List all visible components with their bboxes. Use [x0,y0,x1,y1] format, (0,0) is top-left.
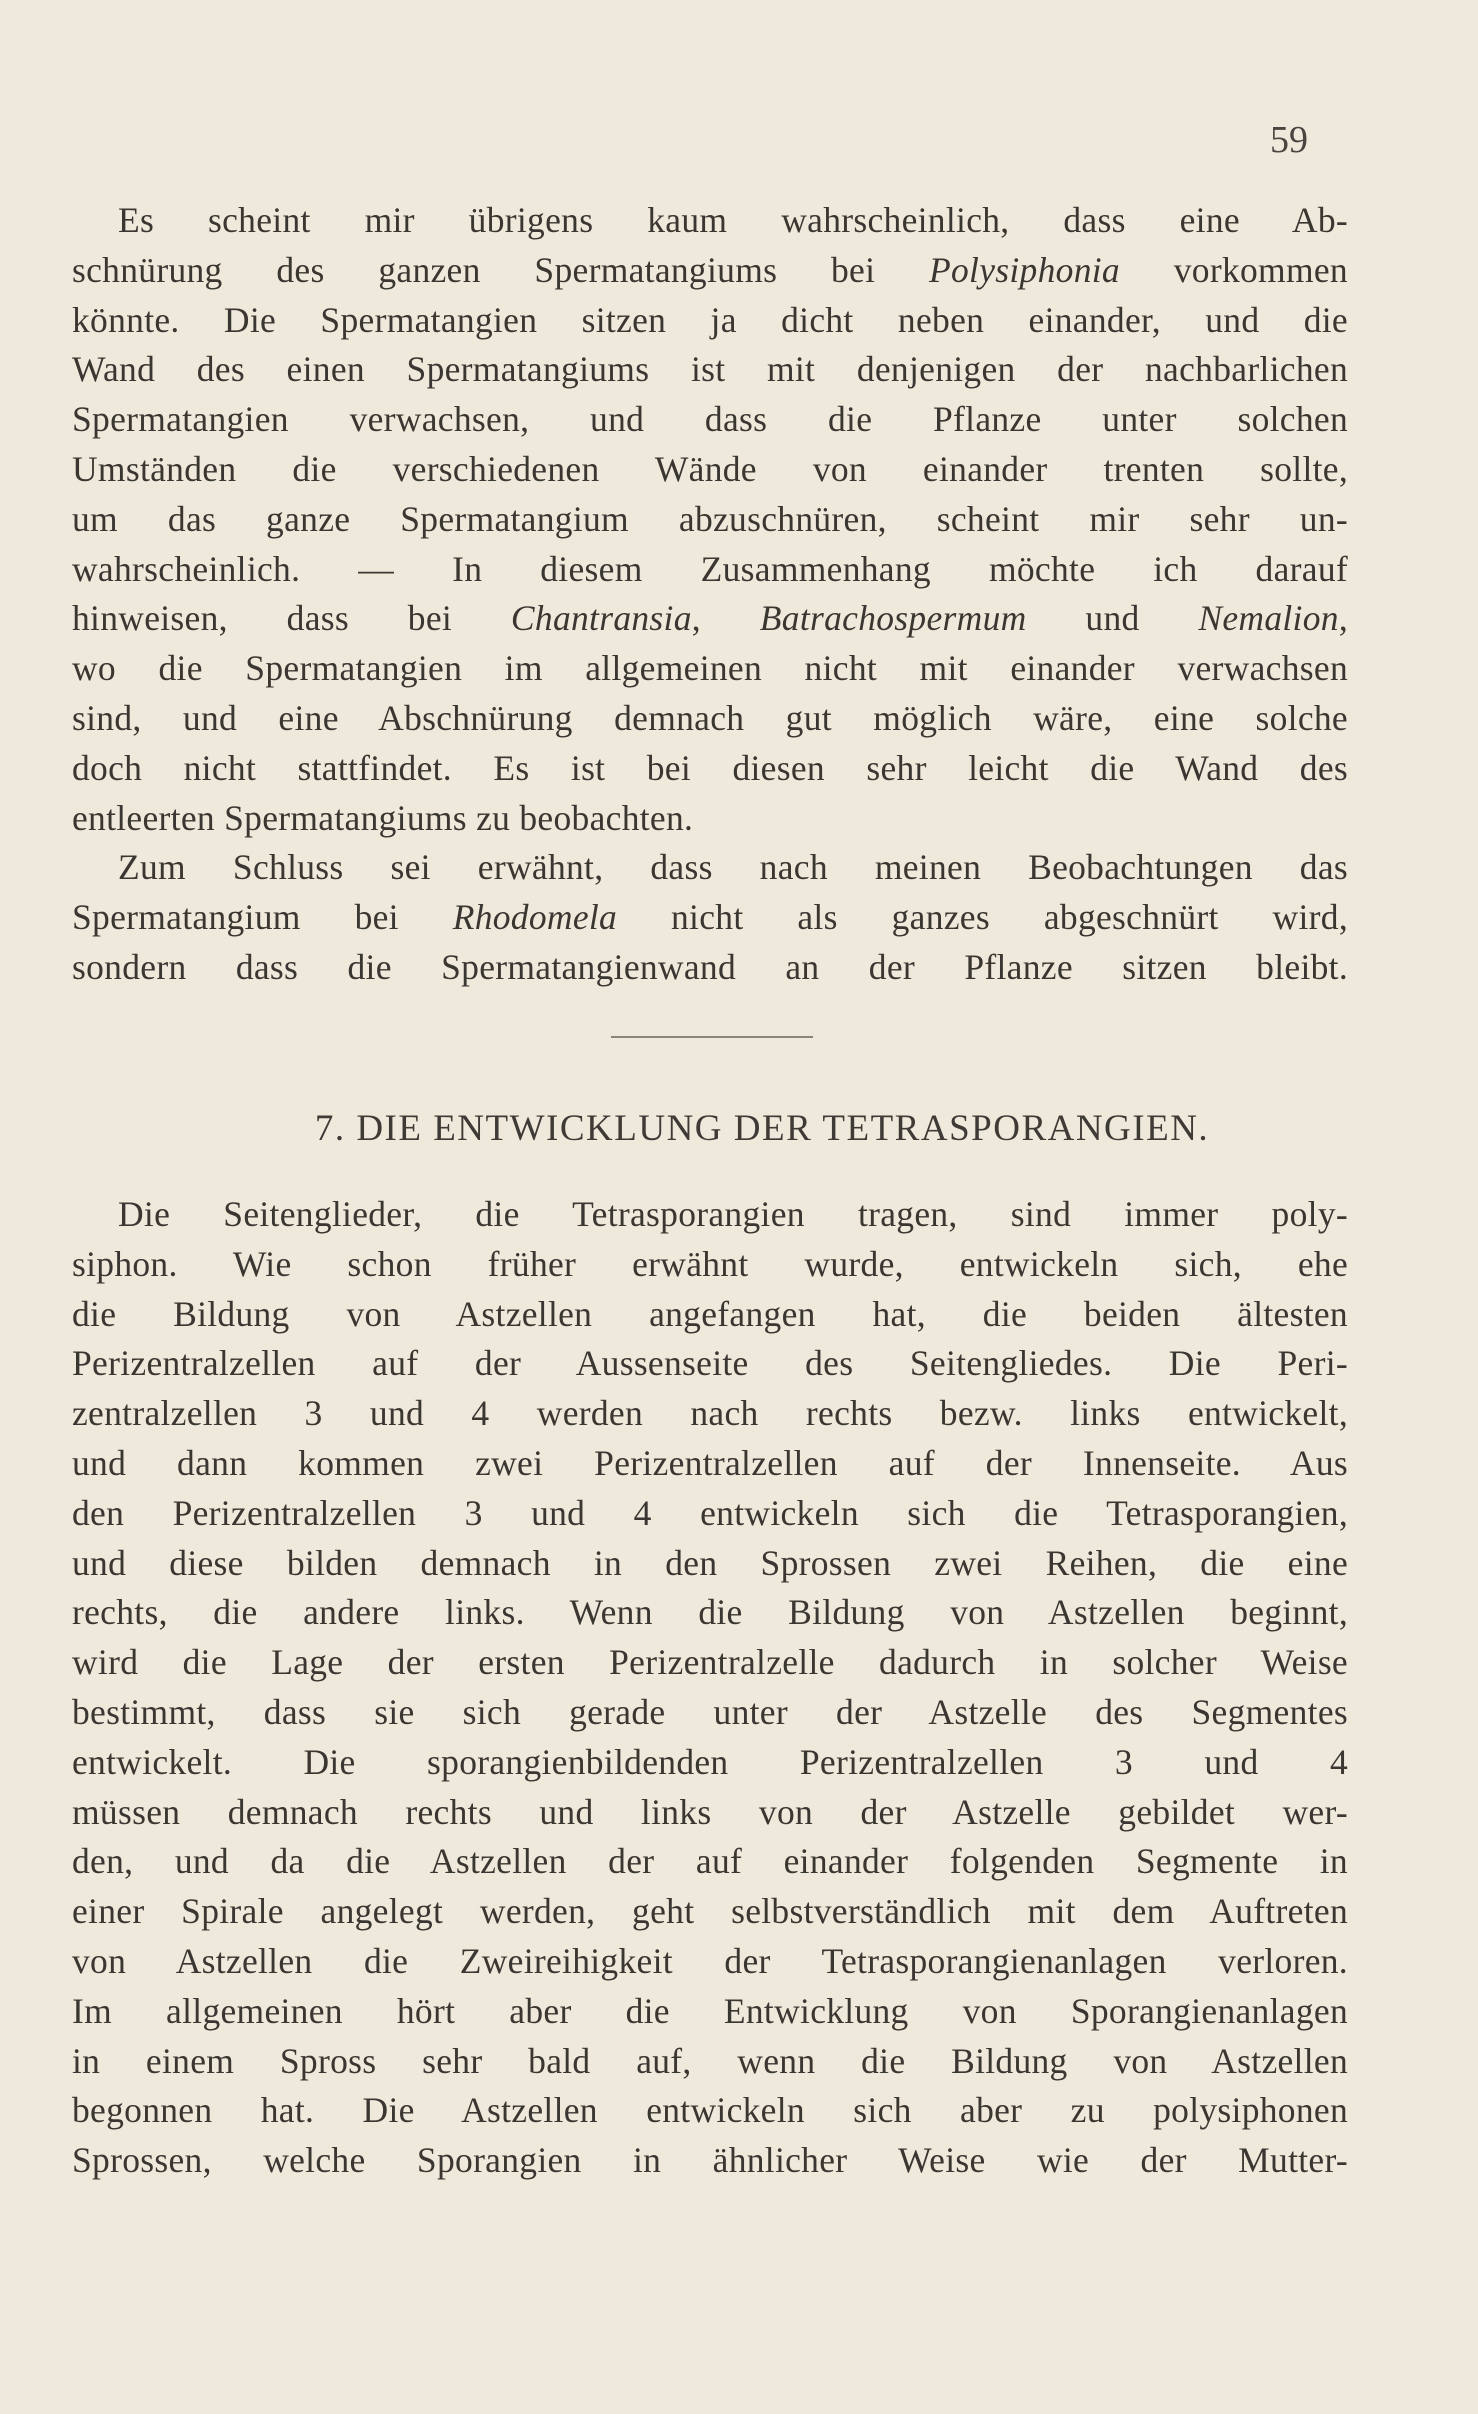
italic-genus: Batrachospermum [759,598,1027,639]
italic-genus: Rhodomela [452,897,618,938]
text-line: begonnen hat. Die Astzellen entwickeln sich aber zu polysiphonen [72,2090,1348,2131]
text-line: Spermatangium bei Rhodomela nicht als ganzes abgeschnürt wird, [72,897,1348,938]
text-line: Im allgemeinen hört aber die Entwicklung von Sporangienanlagen [72,1990,1348,2031]
text-line: Sprossen, welche Sporangien in ähnlicher Weise wie der Mutter- [72,2140,1348,2181]
text-line: hinweisen, dass bei Chantransia, Batrachospermum und Nemalion, [72,598,1349,639]
text-line: rechts, die andere links. Wenn die Bildung von Astzellen beginnt, [72,1592,1348,1633]
text-line: sondern dass die Spermatangienwand an der Pflanze sitzen bleibt. [72,946,1348,987]
text-line: Spermatangien verwachsen, und dass die Pflanze unter solchen [72,399,1348,440]
page-number: 59 [1270,119,1308,161]
text-line: Es scheint mir übrigens kaum wahrscheinlich, dass eine Ab- [118,200,1348,240]
text-line: entleerten Spermatangiums zu beobachten. [72,797,694,838]
text-line: Die Seitenglieder, die Tetrasporangien tragen, sind immer poly- [118,1194,1348,1234]
text-line: Wand des einen Spermatangiums ist mit denjenigen der nachbarlichen [72,349,1348,390]
text-line: und diese bilden demnach in den Sprossen zwei Reihen, die eine [72,1542,1348,1583]
text-line: entwickelt. Die sporangienbildenden Perizentralzellen 3 und 4 [72,1741,1348,1782]
section-heading: 7. DIE ENTWICKLUNG DER TETRASPORANGIEN. [314,1108,1210,1149]
text-line: Zum Schluss sei erwähnt, dass nach meinen Beobachtungen das [118,847,1348,888]
text-line: Perizentralzellen auf der Aussenseite des Seitengliedes. Die Peri- [72,1343,1348,1384]
text-line: könnte. Die Spermatangien sitzen ja dicht neben einander, und die [72,299,1348,340]
paragraph-spermatangien [72,196,1348,993]
text-line: doch nicht stattfindet. Es ist bei diesen sehr leicht die Wand des [72,747,1348,788]
text-line: wird die Lage der ersten Perizentralzelle dadurch in solcher Weise [72,1642,1348,1683]
text-line: wahrscheinlich. — In diesem Zusammenhang möchte ich darauf [72,548,1348,589]
italic-genus: Chantransia [510,598,692,639]
text-line: zentralzellen 3 und 4 werden nach rechts bezw. links entwickelt, [72,1393,1348,1434]
text-line: müssen demnach rechts und links von der Astzelle gebildet wer- [72,1791,1348,1832]
text-line: sind, und eine Abschnürung demnach gut möglich wäre, eine solche [72,697,1348,738]
italic-genus: Polysiphonia [929,249,1120,290]
italic-genus: Nemalion [1198,598,1339,639]
text-line: bestimmt, dass sie sich gerade unter der Astzelle des Segmentes [72,1691,1348,1732]
text-line: und dann kommen zwei Perizentralzellen auf der Innenseite. Aus [72,1442,1348,1483]
text-line: den Perizentralzellen 3 und 4 entwickeln sich die Tetrasporangien, [72,1492,1348,1533]
text-line: einer Spirale angelegt werden, geht selbstverständlich mit dem Auftreten [72,1891,1348,1932]
text-line: um das ganze Spermatangium abzuschnüren, scheint mir sehr un- [72,498,1348,539]
section-divider [611,1036,813,1038]
text-line: den, und da die Astzellen der auf einander folgenden Segmente in [72,1841,1348,1882]
text-line: wo die Spermatangien im allgemeinen nicht mit einander verwachsen [72,648,1348,689]
text-line: Umständen die verschiedenen Wände von einander trenten sollte, [72,448,1348,489]
text-line: in einem Spross sehr bald auf, wenn die Bildung von Astzellen [72,2040,1348,2081]
text-line: schnürung des ganzen Spermatangiums bei Polysiphonia vorkommen [72,249,1348,290]
text-line: siphon. Wie schon früher erwähnt wurde, entwickeln sich, ehe [72,1243,1348,1284]
paragraph-tetrasporangien [72,1190,1348,2186]
text-line: von Astzellen die Zweireihigkeit der Tetrasporangienanlagen verloren. [72,1940,1348,1981]
text-line: die Bildung von Astzellen angefangen hat, die beiden ältesten [72,1293,1348,1334]
